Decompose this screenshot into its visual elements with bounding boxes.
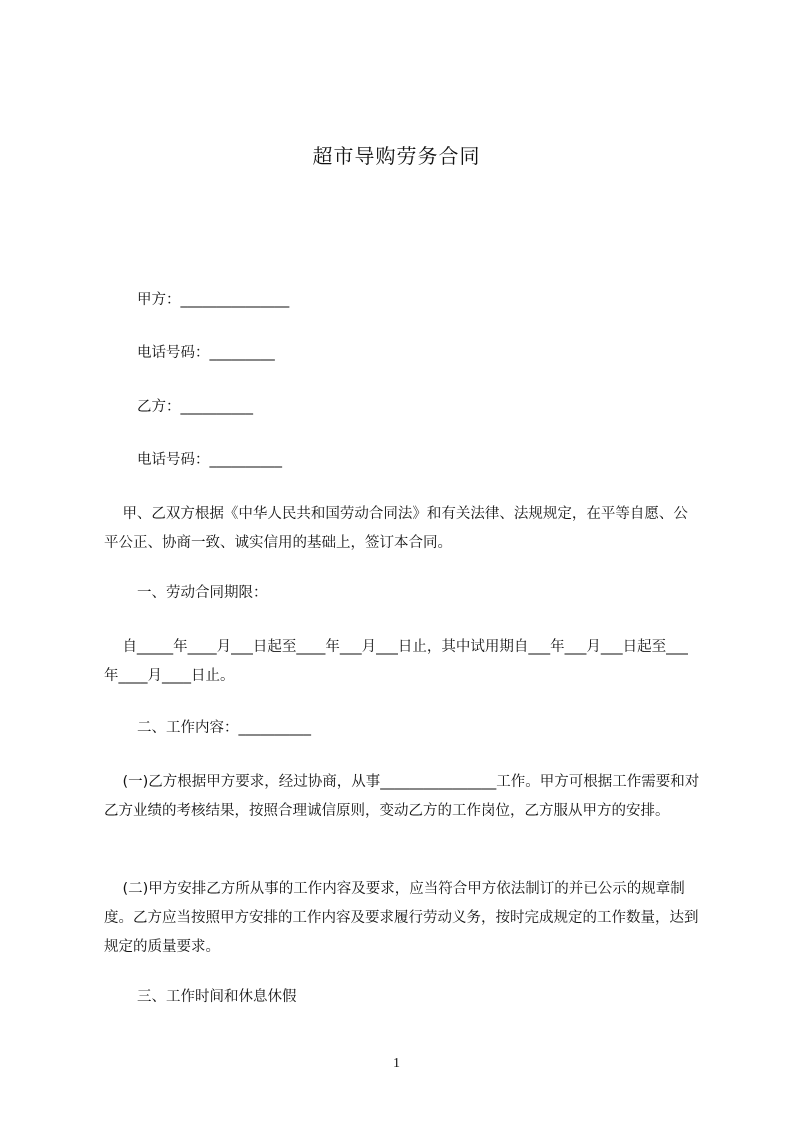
party-b-phone-line: 电话号码：__________: [137, 452, 282, 468]
party-a-line: 甲方：_______________: [137, 292, 290, 308]
preamble-paragraph: 甲、乙双方根据《中华人民共和国劳动合同法》和有关法律、法规规定，在平等自愿、公平公正、协商一致、诚实信用的基础上，签订本合同。: [104, 506, 688, 551]
section-1-body: 自_____年____月___日起至____年___月___日止，其中试用期自___年___月___日起至___年____月____日止。: [104, 639, 688, 684]
party-b-line: 乙方：__________: [137, 399, 253, 415]
section-2-heading: 二、工作内容：__________: [137, 720, 311, 736]
party-a-phone-line: 电话号码：_________: [137, 345, 275, 361]
section-2-item-2: (二)甲方安排乙方所从事的工作内容及要求，应当符合甲方依法制订的并已公示的规章制度。乙方应当按照甲方安排的工作内容及要求履行劳动义务，按时完成规定的工作数量，达到规定的质量要求。: [104, 881, 699, 955]
section-1-heading: 一、劳动合同期限：: [137, 585, 268, 601]
section-3-heading: 三、工作时间和休息休假: [137, 989, 297, 1005]
page-number: 1: [393, 1056, 400, 1071]
section-2-item-1: (一)乙方根据甲方要求，经过协商，从事________________工作。甲方可根据工作需要和对乙方业绩的考核结果，按照合理诚信原则，变动乙方的工作岗位，乙方服从甲方的安排。: [104, 774, 700, 819]
document-title: 超市导购劳务合同: [312, 144, 481, 168]
